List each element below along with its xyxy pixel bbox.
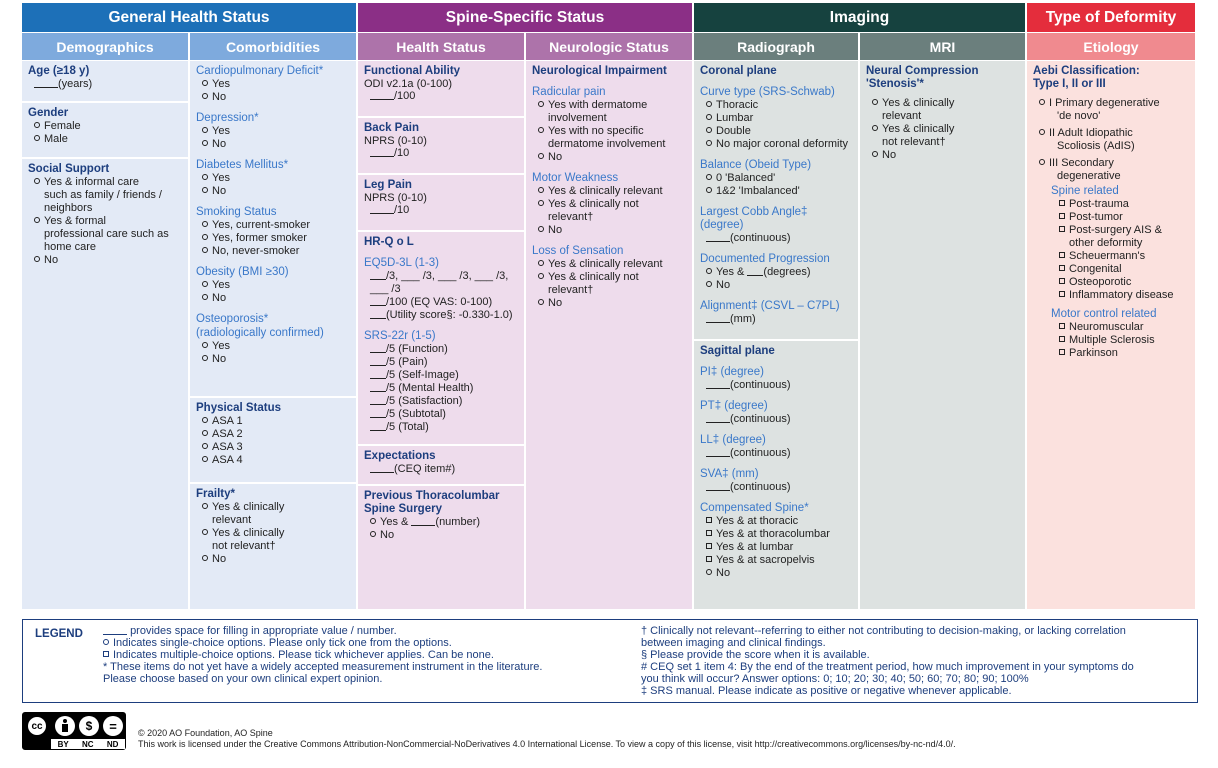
alignment-label: Alignment‡ (CSVL – C7PL) (700, 300, 840, 312)
neuromuscular-option[interactable]: Neuromuscular (1033, 321, 1191, 334)
balance-balanced-option[interactable]: 0 'Balanced' (700, 172, 854, 185)
section-frailty (190, 484, 356, 609)
section-neural-compression (860, 61, 1025, 609)
coronal-plane-title: Coronal plane (700, 65, 777, 77)
section-physical-status (190, 398, 356, 484)
alignment-field[interactable]: (mm) (700, 313, 854, 326)
ll-label: LL‡ (degree) (700, 434, 766, 446)
depression-no-option[interactable]: No (196, 138, 352, 151)
age-title: Age (≥18 y) (28, 65, 90, 77)
frailty-no-option[interactable]: No (196, 553, 352, 566)
copyright-text: © 2020 AO Foundation, AO Spine (138, 728, 273, 738)
column-comorbidities (190, 61, 356, 609)
license-text: This work is licensed under the Creative Commons Attribution-NonCommercial-NoDerivatives 4.0 International License. To view a copy of this license, visit http://creativecommons.org/licenses/by-nc-nd/4.0/. (138, 739, 956, 749)
radicular-nonspecific-option[interactable]: Yes with no specific (532, 125, 688, 138)
aebi-type1-option[interactable]: I Primary degenerative (1033, 97, 1191, 110)
cobb-angle-field[interactable]: (continuous) (700, 232, 854, 245)
smoking-never-option[interactable]: No, never-smoker (196, 245, 352, 258)
curve-double-option[interactable]: Double (700, 125, 854, 138)
legend-left (103, 625, 613, 685)
legend-box (22, 619, 1198, 703)
cardio-yes-option[interactable]: Yes (196, 78, 352, 91)
social-support-title: Social Support (28, 163, 110, 175)
section-hrqol (358, 232, 524, 446)
progression-no-option[interactable]: No (700, 279, 854, 292)
legend-right (641, 625, 1191, 697)
back-pain-field[interactable]: /10 (364, 147, 520, 160)
multiple-sclerosis-option[interactable]: Multiple Sclerosis (1033, 334, 1191, 347)
radicular-pain-label: Radicular pain (532, 86, 606, 98)
section-gender (22, 103, 188, 159)
depression-title: Depression* (196, 112, 259, 124)
srs-satisfaction-field[interactable]: /5 (Satisfaction) (364, 395, 520, 408)
odi-field[interactable]: /100 (364, 90, 520, 103)
legend-hash-text-2: you think will occur? Answer options: 0; 10; 20; 30; 40; 50; 60; 70; 80; 90; 100% (641, 673, 1029, 685)
frailty-title: Frailty* (196, 488, 235, 500)
congenital-option[interactable]: Congenital (1033, 263, 1191, 276)
legend-star-text: * These items do not yet have a widely accepted measurement instrument in the literature. (103, 661, 543, 673)
motor-weakness-label: Motor Weakness (532, 172, 619, 184)
srs-function-field[interactable]: /5 (Function) (364, 343, 520, 356)
balance-imbalanced-option[interactable]: 1&2 'Imbalanced' (700, 185, 854, 198)
depression-yes-option[interactable]: Yes (196, 125, 352, 138)
curve-none-option[interactable]: No major coronal deformity (700, 138, 854, 151)
social-no-option[interactable]: No (28, 254, 184, 267)
legend-section-text: § Please provide the score when it is available. (641, 649, 870, 661)
previous-surgery-title: Previous Thoracolumbar Spine Surgery (364, 490, 500, 515)
gender-female-option[interactable]: Female (28, 120, 184, 133)
motor-not-relevant-text: relevant† (548, 211, 594, 223)
ll-field[interactable]: (continuous) (700, 447, 854, 460)
aebi-type2-option[interactable]: II Adult Idiopathic (1033, 127, 1191, 140)
osteoporosis-yes-option[interactable]: Yes (196, 340, 352, 353)
header-deformity: Type of Deformity (1027, 3, 1195, 32)
progression-yes-option[interactable]: Yes & (degrees) (700, 266, 854, 279)
sva-field[interactable]: (continuous) (700, 481, 854, 494)
smoking-former-option[interactable]: Yes, former smoker (196, 232, 352, 245)
spine-related-label: Spine related (1051, 185, 1119, 197)
compensated-spine-label: Compensated Spine* (700, 502, 809, 514)
motor-no-option[interactable]: No (532, 224, 688, 237)
radicular-dermatome-option[interactable]: Yes with dermatome (532, 99, 688, 112)
social-formal-text: professional care such as (44, 228, 169, 240)
osteoporotic-option[interactable]: Osteoporotic (1033, 276, 1191, 289)
footer (22, 712, 1202, 762)
section-comorbidities-list (190, 61, 356, 398)
column-radiograph (694, 61, 858, 609)
eq5d-label: EQ5D-3L (1-3) (364, 257, 439, 269)
header-imaging: Imaging (694, 3, 1025, 32)
inflammatory-option[interactable]: Inflammatory disease (1033, 289, 1191, 302)
stenosis-not-relevant-text: not relevant† (882, 136, 946, 148)
by-label: BY (57, 739, 69, 749)
expectations-title: Expectations (364, 450, 436, 462)
comp-sacropelvis-option[interactable]: Yes & at sacropelvis (700, 554, 854, 567)
frailty-relevant-text: relevant (212, 514, 252, 526)
radicular-no-option[interactable]: No (532, 151, 688, 164)
scheuermann-option[interactable]: Scheuermann's (1033, 250, 1191, 263)
section-age (22, 61, 188, 103)
neural-compression-title: Neural Compression (866, 65, 979, 77)
stenosis-relevant-text: relevant (882, 110, 922, 122)
sensation-not-relevant-text: relevant† (548, 284, 594, 296)
sensation-relevant-option[interactable]: Yes & clinically relevant (532, 258, 688, 271)
pt-label: PT‡ (degree) (700, 400, 768, 412)
legend-choose-text: Please choose based on your own clinical expert opinion. (103, 673, 383, 685)
header-general-health: General Health Status (22, 3, 356, 32)
subheader-neurologic-status: Neurologic Status (526, 33, 692, 60)
frailty-not-relevant-option[interactable]: Yes & clinically (196, 527, 352, 540)
section-functional-ability (358, 61, 524, 118)
cobb-angle-label: Largest Cobb Angle‡ (degree) (700, 206, 808, 231)
subheader-health-status: Health Status (358, 33, 524, 60)
stenosis-no-option[interactable]: No (866, 149, 1021, 162)
motor-relevant-option[interactable]: Yes & clinically relevant (532, 185, 688, 198)
section-leg-pain (358, 175, 524, 232)
asa2-option[interactable]: ASA 2 (196, 428, 352, 441)
legend-dagger-text-2: between imaging and clinical findings. (641, 637, 826, 649)
previous-surgery-no-option[interactable]: No (364, 529, 520, 542)
curve-lumbar-option[interactable]: Lumbar (700, 112, 854, 125)
nprs-label: NPRS (0-10) (364, 192, 427, 204)
cardio-no-option[interactable]: No (196, 91, 352, 104)
column-demographics (22, 61, 188, 609)
srs-subtotal-field[interactable]: /5 (Subtotal) (364, 408, 520, 421)
column-neurologic-status (526, 61, 692, 609)
diabetes-no-option[interactable]: No (196, 185, 352, 198)
hrqol-title: HR-Q o L (364, 236, 414, 248)
cc-icon: cc (26, 715, 48, 737)
gender-male-option[interactable]: Male (28, 133, 184, 146)
utility-score-field[interactable]: (Utility score§: -0.330-1.0) (364, 309, 520, 322)
motor-control-label: Motor control related (1051, 308, 1157, 320)
legend-single-text: Indicates single-choice options. Please only tick one from the options. (113, 637, 452, 649)
post-trauma-option[interactable]: Post-trauma (1033, 198, 1191, 211)
back-pain-title: Back Pain (364, 122, 419, 134)
aebi-type3-text: degenerative (1057, 170, 1121, 182)
leg-pain-field[interactable]: /10 (364, 204, 520, 217)
sensation-not-relevant-option[interactable]: Yes & clinically not (532, 271, 688, 284)
comp-thoracolumbar-option[interactable]: Yes & at thoracolumbar (700, 528, 854, 541)
section-expectations (358, 446, 524, 486)
neurological-impairment-title: Neurological Impairment (532, 65, 667, 77)
motor-not-relevant-option[interactable]: Yes & clinically not (532, 198, 688, 211)
cc-license-badge (22, 712, 126, 750)
legend-title: LEGEND (35, 628, 83, 640)
stenosis-relevant-option[interactable]: Yes & clinically (866, 97, 1021, 110)
post-surgery-text: other deformity (1069, 237, 1143, 249)
column-mri (860, 61, 1025, 609)
osteoporosis-title: Osteoporosis* (196, 313, 269, 325)
radicular-nonspecific-text: dermatome involvement (548, 138, 666, 150)
subheader-etiology: Etiology (1027, 33, 1195, 60)
frailty-relevant-option[interactable]: Yes & clinically (196, 501, 352, 514)
post-tumor-option[interactable]: Post-tumor (1033, 211, 1191, 224)
nc-label: NC (82, 739, 94, 749)
asa1-option[interactable]: ASA 1 (196, 415, 352, 428)
asa4-option[interactable]: ASA 4 (196, 454, 352, 467)
leg-pain-title: Leg Pain (364, 179, 412, 191)
subheader-mri: MRI (860, 33, 1025, 60)
loss-sensation-label: Loss of Sensation (532, 245, 624, 257)
balance-label: Balance (Obeid Type) (700, 159, 812, 171)
section-coronal-plane (694, 61, 858, 341)
pi-label: PI‡ (degree) (700, 366, 764, 378)
diabetes-title: Diabetes Mellitus* (196, 159, 289, 171)
asa3-option[interactable]: ASA 3 (196, 441, 352, 454)
aebi-type1-text: 'de novo' (1057, 110, 1101, 122)
nd-label: ND (106, 739, 119, 749)
comp-no-option[interactable]: No (700, 567, 854, 580)
sensation-no-option[interactable]: No (532, 297, 688, 310)
subheader-comorbidities: Comorbidities (190, 33, 356, 60)
aebi-type2-text: Scoliosis (AdIS) (1057, 140, 1135, 152)
odi-label: ODI v2.1a (0-100) (364, 78, 453, 90)
header-spine-specific: Spine-Specific Status (358, 3, 692, 32)
obesity-title: Obesity (BMI ≥30) (196, 266, 289, 278)
osteoporosis-subtitle: (radiologically confirmed) (196, 327, 324, 339)
obesity-yes-option[interactable]: Yes (196, 279, 352, 292)
aebi-title: Aebi Classification: (1033, 65, 1140, 77)
section-previous-surgery (358, 486, 524, 601)
social-informal-text: neighbors (44, 202, 93, 214)
social-informal-text: such as family / friends / (44, 189, 162, 201)
stenosis-title: 'Stenosis'* (866, 78, 924, 90)
section-back-pain (358, 118, 524, 175)
comp-thoracic-option[interactable]: Yes & at thoracic (700, 515, 854, 528)
post-surgery-option[interactable]: Post-surgery AIS & (1033, 224, 1191, 237)
sva-label: SVA‡ (mm) (700, 468, 759, 480)
comp-lumbar-option[interactable]: Yes & at lumbar (700, 541, 854, 554)
srs22r-label: SRS-22r (1-5) (364, 330, 436, 342)
age-field[interactable]: (years) (28, 78, 184, 91)
progression-label: Documented Progression (700, 253, 830, 265)
srs-pain-field[interactable]: /5 (Pain) (364, 356, 520, 369)
subheader-demographics: Demographics (22, 33, 188, 60)
pt-field[interactable]: (continuous) (700, 413, 854, 426)
radicular-dermatome-text: involvement (548, 112, 607, 124)
srs-total-field[interactable]: /5 (Total) (364, 421, 520, 434)
srs-mental-health-field[interactable]: /5 (Mental Health) (364, 382, 520, 395)
smoking-title: Smoking Status (196, 206, 277, 218)
functional-ability-title: Functional Ability (364, 65, 461, 77)
nprs-label: NPRS (0-10) (364, 135, 427, 147)
eq5d-dimensions-field[interactable]: /3, ___ /3, ___ /3, ___ /3, ___ /3 (370, 270, 509, 295)
gender-title: Gender (28, 107, 69, 119)
aebi-subtitle: Type I, II or III (1033, 78, 1106, 90)
social-informal-option[interactable]: Yes & informal care (28, 176, 184, 189)
eq-vas-field[interactable]: /100 (EQ VAS: 0-100) (364, 296, 520, 309)
section-social-support (22, 159, 188, 609)
aebi-type3-option[interactable]: III Secondary (1033, 157, 1191, 170)
column-etiology (1027, 61, 1195, 609)
ceq-field[interactable]: (CEQ item#) (364, 463, 520, 476)
diabetes-yes-option[interactable]: Yes (196, 172, 352, 185)
smoking-current-option[interactable]: Yes, current-smoker (196, 219, 352, 232)
frailty-not-relevant-text: not relevant† (212, 540, 276, 552)
column-health-status (358, 61, 524, 609)
section-neurological-impairment (526, 61, 692, 609)
legend-blank-text: provides space for filling in appropriate value / number. (130, 625, 397, 637)
social-formal-option[interactable]: Yes & formal (28, 215, 184, 228)
obesity-no-option[interactable]: No (196, 292, 352, 305)
sagittal-plane-title: Sagittal plane (700, 345, 775, 357)
pi-field[interactable]: (continuous) (700, 379, 854, 392)
stenosis-not-relevant-option[interactable]: Yes & clinically (866, 123, 1021, 136)
curve-thoracic-option[interactable]: Thoracic (700, 99, 854, 112)
legend-hash-text: # CEQ set 1 item 4: By the end of the treatment period, how much improvement in your symptoms do (641, 661, 1134, 673)
subheader-radiograph: Radiograph (694, 33, 858, 60)
srs-self-image-field[interactable]: /5 (Self-Image) (364, 369, 520, 382)
legend-dagger-text: † Clinically not relevant--referring to either not contributing to decision-making, or lacking correlation (641, 625, 1126, 637)
legend-multi-text: Indicates multiple-choice options. Please tick whichever applies. Can be none. (113, 649, 494, 661)
parkinson-option[interactable]: Parkinson (1033, 347, 1191, 360)
section-sagittal-plane (694, 341, 858, 609)
nc-icon: $ (79, 716, 99, 736)
nd-icon: = (103, 716, 123, 736)
osteoporosis-no-option[interactable]: No (196, 353, 352, 366)
physical-status-title: Physical Status (196, 402, 282, 414)
section-aebi (1027, 61, 1195, 609)
by-icon (55, 716, 75, 736)
social-formal-text: home care (44, 241, 96, 253)
cardio-title: Cardiopulmonary Deficit* (196, 65, 324, 77)
curve-type-label: Curve type (SRS-Schwab) (700, 86, 835, 98)
previous-surgery-yes-option[interactable]: Yes & (number) (364, 516, 520, 529)
legend-ddagger-text: ‡ SRS manual. Please indicate as positive or negative whenever applicable. (641, 685, 1012, 697)
